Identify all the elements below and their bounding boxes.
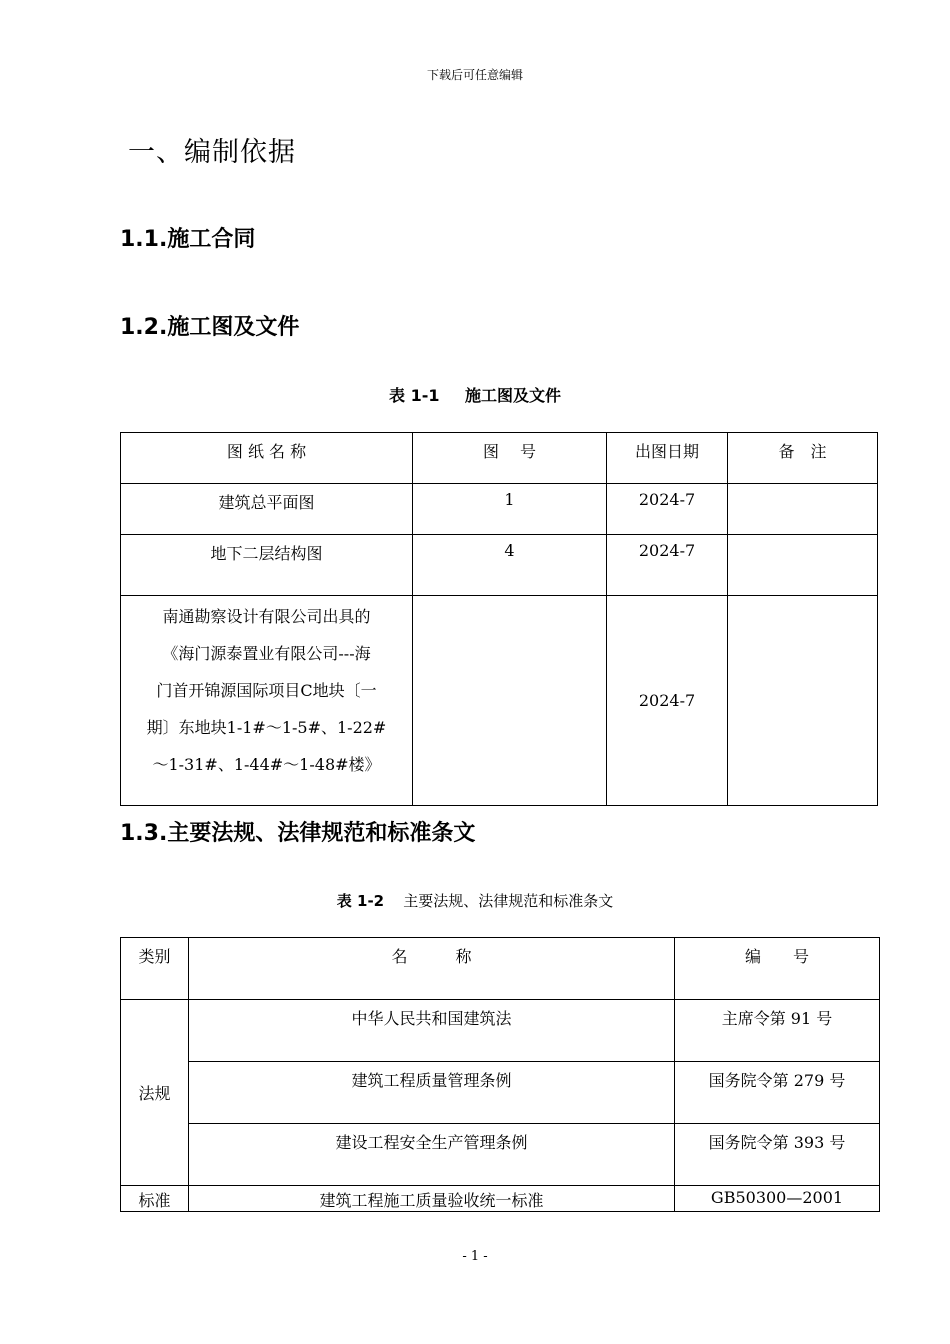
table2-code-cell: 国务院令第 393 号 <box>675 1124 880 1186</box>
table-row <box>121 1124 880 1186</box>
table1-caption <box>0 383 950 406</box>
table2-header-code: 编 号 <box>675 938 880 1000</box>
table-row <box>121 535 878 596</box>
table1-header-number: 图 号 <box>413 433 607 484</box>
report-line: ～1-31#、1-44#～1-48#楼》 <box>152 755 381 774</box>
table1-header-remark: 备 注 <box>728 433 878 484</box>
table1-header-date: 出图日期 <box>607 433 728 484</box>
section-1-3-heading: 1.3.主要法规、法律规范和标准条文 <box>120 821 476 846</box>
report-line: 期〕东地块1-1#～1-5#、1-22# <box>146 718 387 737</box>
report-line: 《海门源泰置业有限公司---海 <box>162 644 371 663</box>
table-row <box>121 1000 880 1062</box>
table1-caption-title: 施工图及文件 <box>464 386 561 405</box>
table1-cell: 2024-7 <box>607 596 728 806</box>
section-1-1-heading: 1.1.施工合同 <box>120 227 256 252</box>
table1-cell <box>728 484 878 535</box>
table2-category-cell: 法规 <box>121 1000 189 1186</box>
table2-header-category: 类别 <box>121 938 189 1000</box>
report-line: 门首开锦源国际项目C地块〔一 <box>156 681 377 700</box>
page-number: - 1 - <box>462 1249 488 1264</box>
heading-1: 一、编制依据 <box>128 137 296 168</box>
table1-caption-num: 表 1-1 <box>389 386 440 405</box>
table1-cell <box>728 535 878 596</box>
table2-name-cell: 建筑工程质量管理条例 <box>189 1062 675 1124</box>
section-1-2-heading: 1.2.施工图及文件 <box>120 315 300 340</box>
table2-caption <box>0 890 950 911</box>
table1-cell-report <box>121 596 413 806</box>
table1-cell: 4 <box>413 535 607 596</box>
table2-code-cell: GB50300—2001 <box>675 1186 880 1212</box>
table2-code-cell: 国务院令第 279 号 <box>675 1062 880 1124</box>
table1-cell <box>728 596 878 806</box>
table2-code-cell: 主席令第 91 号 <box>675 1000 880 1062</box>
table1-cell <box>413 596 607 806</box>
table2-category-cell: 标准 <box>121 1186 189 1212</box>
table2-name-cell: 建筑工程施工质量验收统一标准 <box>189 1186 675 1212</box>
drawings-table <box>120 432 878 806</box>
table1-header-name: 图 纸 名 称 <box>121 433 413 484</box>
report-line: 南通勘察设计有限公司出具的 <box>162 607 371 626</box>
table2-name-cell: 建设工程安全生产管理条例 <box>189 1124 675 1186</box>
table2-caption-title: 主要法规、法律规范和标准条文 <box>403 892 614 910</box>
regulations-table <box>120 937 880 1212</box>
table1-cell: 1 <box>413 484 607 535</box>
table1-cell: 地下二层结构图 <box>121 535 413 596</box>
table1-cell: 建筑总平面图 <box>121 484 413 535</box>
page-header: 下载后可任意编辑 <box>426 68 523 82</box>
table2-name-cell: 中华人民共和国建筑法 <box>189 1000 675 1062</box>
table-row <box>121 1062 880 1124</box>
table-row <box>121 484 878 535</box>
table2-caption-num: 表 1-2 <box>336 892 385 910</box>
table1-cell: 2024-7 <box>607 535 728 596</box>
table2-header-name: 名 称 <box>189 938 675 1000</box>
table-row <box>121 1186 880 1212</box>
table-row <box>121 596 878 806</box>
table1-cell: 2024-7 <box>607 484 728 535</box>
